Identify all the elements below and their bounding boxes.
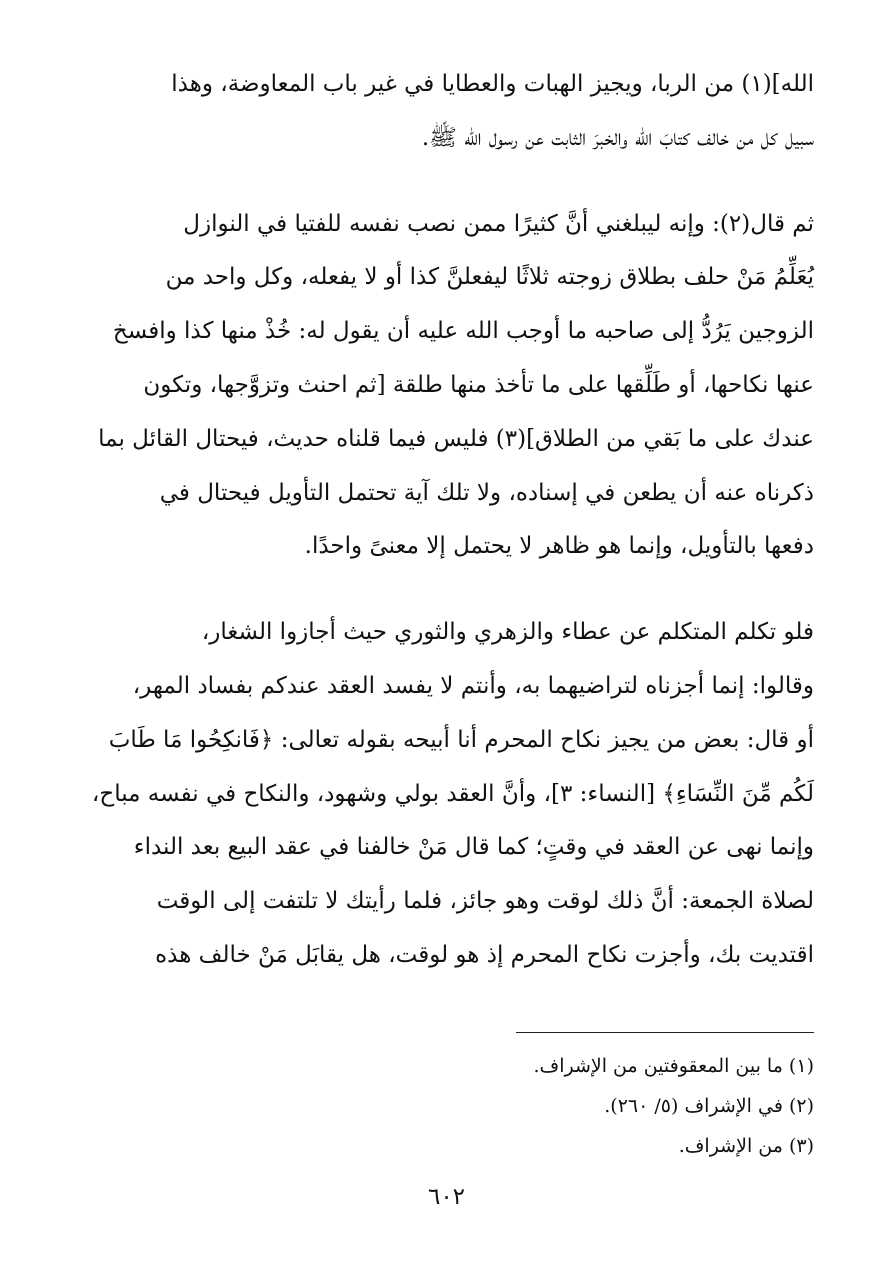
paragraph-gap xyxy=(78,166,814,198)
text-line: لصلاة الجمعة: أنَّ ذلك لوقت وهو جائز، فلما رأيتك لا تلتفت إلى الوقت xyxy=(156,888,814,915)
main-text xyxy=(78,58,814,983)
text-line: اقتديت بك، وأجزت نكاح المحرم إذ هو لوقت، هل يقابَل مَنْ خالف هذه xyxy=(155,941,814,968)
text-line: دفعها بالتأويل، وإنما هو ظاهر لا يحتمل إلا معنىً واحدًا. xyxy=(304,533,814,560)
paragraph-3 xyxy=(78,606,814,983)
text-line: عنها نكاحها، أو طَلِّقها على ما تأخذ منها طلقة [ثم احنث وتزوَّجها، وتكون xyxy=(143,371,814,398)
paragraph-1 xyxy=(78,58,814,166)
text-line: ذكرناه عنه أن يطعن في إسناده، ولا تلك آية تحتمل التأويل فيحتال في xyxy=(159,479,814,506)
text-line: عندك على ما بَقي من الطلاق](٣) فليس فيما قلناه حديث، فيحتال القائل بما xyxy=(98,425,814,452)
footnotes xyxy=(354,1046,814,1166)
text-line: يُعَلِّمُ مَنْ حلف بطلاق زوجته ثلاثًا ليفعلنَّ كذا أو لا يفعله، وكل واحد من xyxy=(165,264,814,291)
text-line: وإنما نهى عن العقد في وقتٍ؛ كما قال مَنْ خالفنا في عقد البيع بعد النداء xyxy=(133,834,814,861)
paragraph-gap xyxy=(78,574,814,606)
text-line: الزوجين يَرُدُّ إلى صاحبه ما أوجب الله عليه أن يقول له: خُذْ منها كذا وافسخ xyxy=(112,318,814,345)
text-line: فلو تكلم المتكلم عن عطاء والزهري والثوري حيث أجازوا الشغار، xyxy=(201,619,814,646)
text-line: أو قال: بعض من يجيز نكاح المحرم أنا أبيحه بقوله تعالى: ﴿فَانكِحُوا مَا طَابَ xyxy=(108,726,814,753)
footnote-2: (٢) في الإشراف (٥/ ٢٦٠). xyxy=(604,1095,814,1117)
footnote-3: (٣) من الإشراف. xyxy=(678,1135,814,1157)
footnote-1: (١) ما بين المعقوفتين من الإشراف. xyxy=(533,1055,814,1077)
text-line: الله](١) من الربا، ويجيز الهبات والعطايا في غير باب المعاوضة، وهذا xyxy=(171,71,814,97)
text-line: سبيل كل من خالف كتابَ الله والخبرَ الثابت عن رسول الله ﷺ. xyxy=(421,124,814,151)
page-number: ٦٠٢ xyxy=(427,1184,466,1210)
text-line: ثم قال(٢): وإنه ليبلغني أنَّ كثيرًا ممن نصب نفسه للفتيا في النوازل xyxy=(183,210,814,237)
text-line: لَكُم مِّنَ النِّسَاءِ﴾ [النساء: ٣]، وأنَّ العقد بولي وشهود، والنكاح في نفسه مباح، xyxy=(91,780,814,807)
footnote-divider xyxy=(516,1032,814,1033)
text-line: وقالوا: إنما أجزناه لتراضيهما به، وأنتم لا يفسد العقد عندكم بفساد المهر، xyxy=(132,672,814,699)
paragraph-2 xyxy=(78,198,814,575)
